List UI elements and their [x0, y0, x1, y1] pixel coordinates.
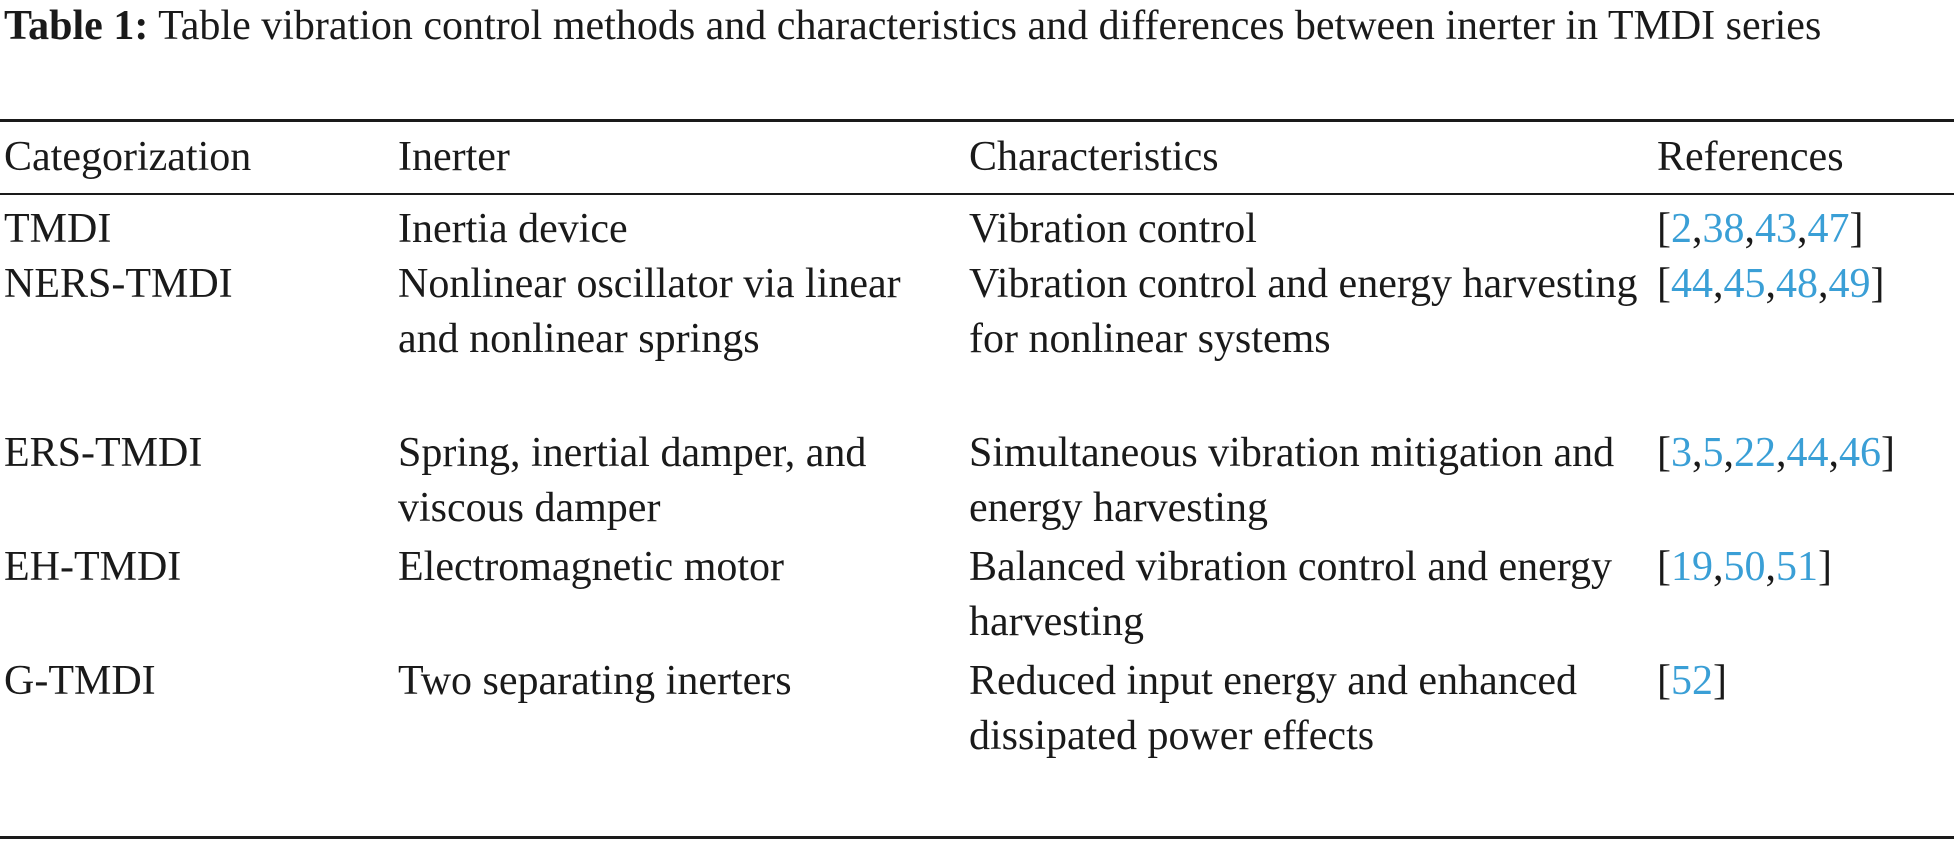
cell-references: [19,50,51]: [1657, 544, 1832, 590]
cell-characteristics: Simultaneous vibration mitigation and energy harvesting: [969, 430, 1615, 531]
reference-link[interactable]: 52: [1671, 658, 1713, 704]
caption-label: Table 1:: [4, 3, 149, 49]
data-table: [0, 122, 1954, 819]
reference-link[interactable]: 48: [1776, 261, 1818, 307]
cell-categorization: G-TMDI: [4, 658, 156, 704]
cell-inerter: Two separating inerters: [398, 658, 792, 704]
column-header-characteristics: Characteristics: [969, 134, 1219, 180]
column-header-references: References: [1657, 134, 1844, 180]
table-row: [0, 193, 1954, 257]
reference-link[interactable]: 19: [1671, 544, 1713, 590]
cell-categorization: ERS-TMDI: [4, 430, 203, 476]
table-row: [0, 422, 1954, 536]
reference-link[interactable]: 44: [1786, 430, 1829, 476]
cell-inerter: Electromagnetic motor: [398, 544, 785, 590]
cell-references: [44,45,48,49]: [1657, 261, 1885, 307]
cell-inerter: Inertia device: [398, 206, 628, 252]
reference-link[interactable]: 44: [1671, 261, 1713, 307]
cell-inerter: Spring, inertial damper, and viscous damper: [398, 430, 867, 531]
table-caption: [4, 0, 1944, 52]
cell-characteristics: Balanced vibration control and energy harvesting: [969, 544, 1613, 645]
cell-categorization: EH-TMDI: [4, 544, 182, 590]
reference-link[interactable]: 49: [1828, 261, 1871, 307]
column-header-inerter: Inerter: [398, 134, 510, 180]
bottom-rule: [0, 836, 1954, 839]
reference-link[interactable]: 51: [1776, 544, 1818, 590]
reference-link[interactable]: 43: [1755, 206, 1797, 252]
reference-link[interactable]: 38: [1702, 206, 1745, 252]
reference-link[interactable]: 2: [1671, 206, 1692, 252]
caption-text: Table vibration control methods and characteristics and differences between inerter in TMDI series: [148, 3, 1822, 49]
cell-inerter: Nonlinear oscillator via linear and nonlinear springs: [398, 261, 901, 362]
table-row: [0, 257, 1954, 422]
cell-characteristics: Vibration control and energy harvesting for nonlinear systems: [969, 261, 1638, 362]
header-row: [0, 122, 1954, 193]
cell-characteristics: Vibration control: [969, 206, 1257, 252]
table-row: [0, 536, 1954, 650]
cell-references: [2,38,43,47]: [1657, 206, 1864, 252]
cell-categorization: TMDI: [4, 206, 112, 252]
reference-link[interactable]: 46: [1839, 430, 1881, 476]
cell-references: [52]: [1657, 658, 1727, 704]
reference-link[interactable]: 22: [1734, 430, 1776, 476]
reference-link[interactable]: 3: [1671, 430, 1692, 476]
column-header-categorization: Categorization: [4, 134, 252, 180]
reference-link[interactable]: 5: [1702, 430, 1724, 476]
reference-link[interactable]: 50: [1723, 544, 1766, 590]
cell-characteristics: Reduced input energy and enhanced dissipated power effects: [969, 658, 1577, 759]
cell-categorization: NERS-TMDI: [4, 261, 233, 307]
reference-link[interactable]: 47: [1807, 206, 1850, 252]
cell-references: [3,5,22,44,46]: [1657, 430, 1895, 476]
table-row: [0, 650, 1954, 819]
reference-link[interactable]: 45: [1723, 261, 1766, 307]
